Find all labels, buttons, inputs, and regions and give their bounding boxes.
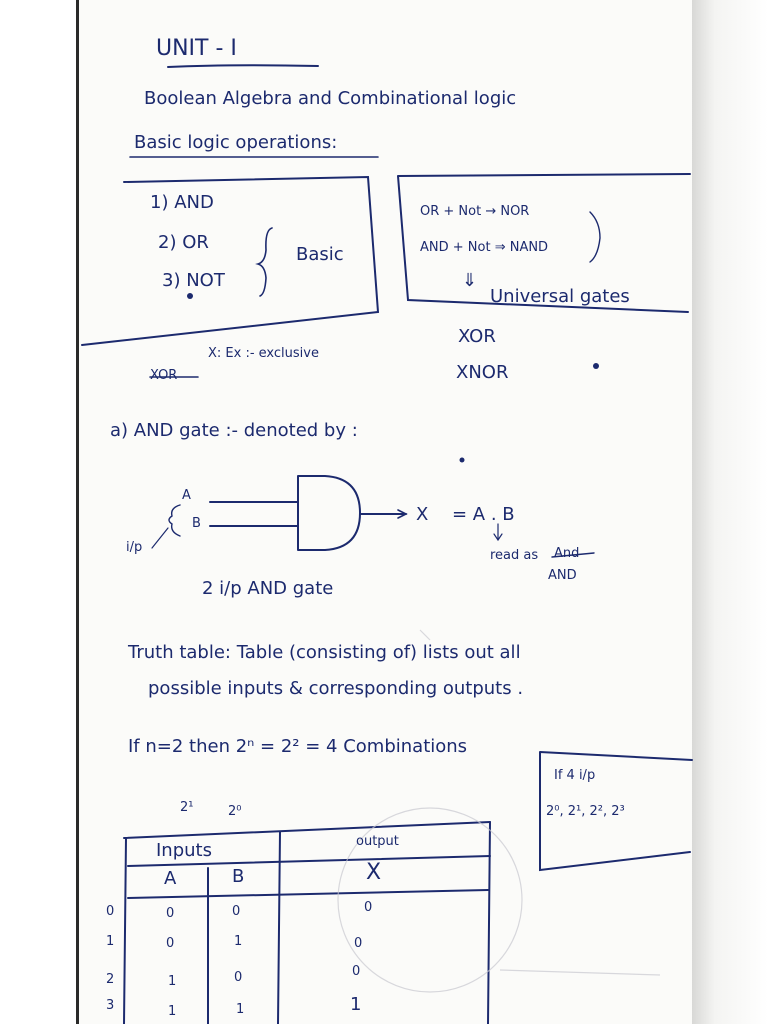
read-as-struck: And xyxy=(554,546,580,561)
section-title: Basic logic operations: xyxy=(134,132,338,153)
row-index: 2 xyxy=(106,972,115,987)
row-index: 3 xyxy=(106,998,115,1013)
universal-label: Universal gates xyxy=(490,286,630,307)
side-note-line1: If 4 i/p xyxy=(554,768,596,783)
table-cell-b: 0 xyxy=(232,904,241,919)
ip-label: i/p xyxy=(126,540,143,555)
table-cell-b: 1 xyxy=(236,1002,245,1017)
table-cell-a: 1 xyxy=(168,974,177,989)
output-x-label: X xyxy=(416,504,429,525)
input-a-label: A xyxy=(182,488,191,503)
row-index: 1 xyxy=(106,934,115,949)
side-note-line2: 2⁰, 2¹, 2², 2³ xyxy=(546,804,625,819)
table-header-output: output xyxy=(356,834,399,849)
and-gate-caption: 2 i/p AND gate xyxy=(202,578,334,599)
table-header-inputs: Inputs xyxy=(156,840,212,861)
table-cell-x: 0 xyxy=(354,936,363,951)
power-2-1: 2¹ xyxy=(180,800,194,815)
universal-line-nand: AND + Not ⇒ NAND xyxy=(420,240,549,255)
exclusive-note: X: Ex :- exclusive xyxy=(208,346,319,361)
table-cell-x: 0 xyxy=(364,900,373,915)
read-as-word: AND xyxy=(548,568,577,583)
basic-item-or: 2) OR xyxy=(158,232,209,253)
read-as-label: read as xyxy=(490,548,539,563)
table-col-b: B xyxy=(232,866,245,887)
power-2-0: 2⁰ xyxy=(228,804,242,819)
and-expression: = A . B xyxy=(452,504,515,525)
unit-title: UNIT - I xyxy=(156,36,237,61)
table-cell-a: 0 xyxy=(166,906,175,921)
table-col-x: X xyxy=(366,860,382,885)
row-index: 0 xyxy=(106,904,115,919)
gate-xnor: XNOR xyxy=(456,362,509,383)
truth-table-def-line1: Truth table: Table (consisting of) lists out all xyxy=(128,642,521,663)
table-cell-b: 0 xyxy=(234,970,243,985)
input-b-label: B xyxy=(192,516,201,531)
gate-xor: XOR xyxy=(458,326,496,347)
gate-xor-struck: XOR xyxy=(150,368,178,383)
table-cell-a: 1 xyxy=(168,1004,177,1019)
combinations-line: If n=2 then 2ⁿ = 2² = 4 Combinations xyxy=(128,736,468,757)
basic-label: Basic xyxy=(296,244,344,265)
table-cell-b: 1 xyxy=(234,934,243,949)
table-col-a: A xyxy=(164,868,177,889)
universal-line-nor: OR + Not → NOR xyxy=(420,204,530,219)
basic-item-and: 1) AND xyxy=(150,192,214,213)
truth-table-def-line2: possible inputs & corresponding outputs . xyxy=(148,678,524,699)
and-gate-title: a) AND gate :- denoted by : xyxy=(110,420,358,441)
table-cell-x: 0 xyxy=(352,964,361,979)
down-arrow-icon: ⇓ xyxy=(462,270,478,291)
table-cell-a: 0 xyxy=(166,936,175,951)
subject-title: Boolean Algebra and Combinational logic xyxy=(144,88,517,109)
table-cell-x: 1 xyxy=(350,994,362,1015)
basic-item-not: 3) NOT xyxy=(162,270,225,291)
